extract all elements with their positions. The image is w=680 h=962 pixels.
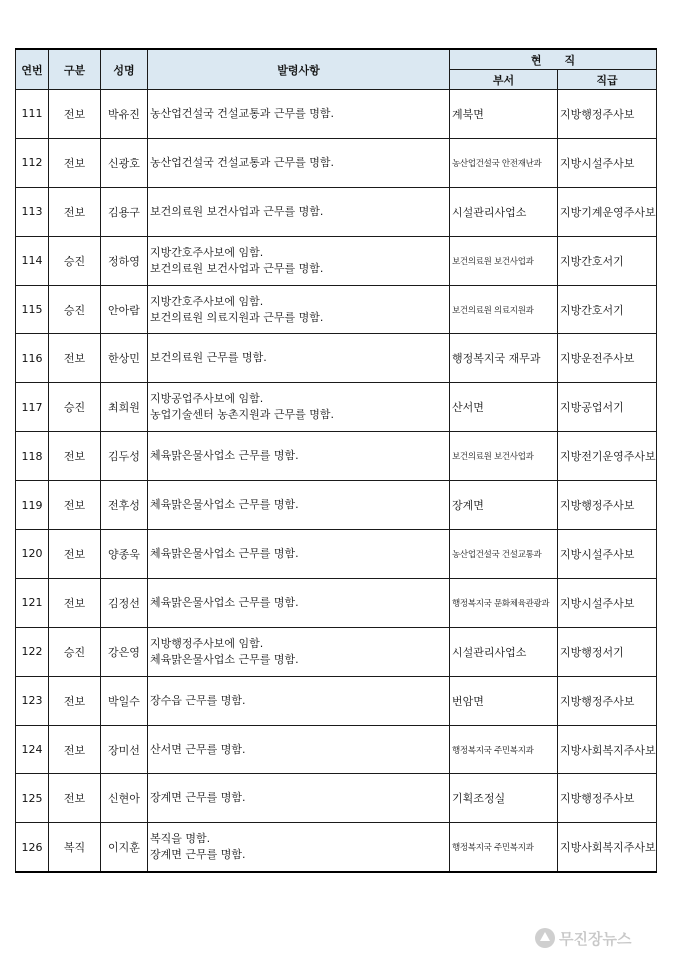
cell-dept: 장계면 bbox=[450, 481, 558, 530]
table-row bbox=[16, 530, 657, 579]
cell-name: 강은영 bbox=[101, 627, 148, 676]
cell-type: 전보 bbox=[49, 187, 101, 236]
watermark bbox=[535, 924, 670, 952]
cell-name: 김두성 bbox=[101, 432, 148, 481]
cell-no: 112 bbox=[16, 138, 49, 187]
cell-order bbox=[148, 334, 450, 383]
table-row bbox=[16, 285, 657, 334]
cell-no: 126 bbox=[16, 823, 49, 872]
cell-dept: 농산업건설국 안전재난과 bbox=[450, 138, 558, 187]
order-line: 농업기술센터 농촌지원과 근무를 명함. bbox=[150, 408, 335, 422]
cell-type: 전보 bbox=[49, 725, 101, 774]
cell-name: 한상민 bbox=[101, 334, 148, 383]
cell-dept: 보건의료원 보건사업과 bbox=[450, 236, 558, 285]
header-dept: 부서 bbox=[450, 70, 558, 90]
cell-no: 111 bbox=[16, 90, 49, 139]
table-row bbox=[16, 676, 657, 725]
cell-dept: 농산업건설국 건설교통과 bbox=[450, 530, 558, 579]
cell-type: 전보 bbox=[49, 530, 101, 579]
cell-grade: 지방사회복지주사보 bbox=[558, 725, 657, 774]
table-row bbox=[16, 236, 657, 285]
mountain-logo-icon bbox=[535, 928, 555, 948]
order-line: 장계면 근무를 명함. bbox=[150, 791, 246, 805]
header-name: 성명 bbox=[101, 49, 148, 90]
cell-no: 117 bbox=[16, 383, 49, 432]
cell-dept: 시설관리사업소 bbox=[450, 627, 558, 676]
cell-no: 122 bbox=[16, 627, 49, 676]
cell-name: 박유진 bbox=[101, 90, 148, 139]
cell-order bbox=[148, 285, 450, 334]
cell-name: 최희원 bbox=[101, 383, 148, 432]
cell-dept: 보건의료원 의료지원과 bbox=[450, 285, 558, 334]
cell-dept: 번암면 bbox=[450, 676, 558, 725]
cell-no: 113 bbox=[16, 187, 49, 236]
cell-dept: 행정복지국 재무과 bbox=[450, 334, 558, 383]
table-row bbox=[16, 481, 657, 530]
cell-dept: 시설관리사업소 bbox=[450, 187, 558, 236]
cell-grade: 지방행정주사보 bbox=[558, 676, 657, 725]
table-row bbox=[16, 334, 657, 383]
table-body bbox=[16, 90, 657, 872]
header-current-position: 현 직 bbox=[450, 49, 657, 70]
cell-grade: 지방간호서기 bbox=[558, 236, 657, 285]
cell-name: 김용구 bbox=[101, 187, 148, 236]
table-row bbox=[16, 774, 657, 823]
table-row bbox=[16, 432, 657, 481]
table-row bbox=[16, 823, 657, 872]
cell-type: 승진 bbox=[49, 236, 101, 285]
cell-order bbox=[148, 236, 450, 285]
cell-name: 정하영 bbox=[101, 236, 148, 285]
order-line: 보건의료원 의료지원과 근무를 명함. bbox=[150, 310, 324, 324]
table-row bbox=[16, 725, 657, 774]
cell-type: 전보 bbox=[49, 676, 101, 725]
order-line: 체육맑은물사업소 근무를 명함. bbox=[150, 546, 299, 560]
cell-name: 장미선 bbox=[101, 725, 148, 774]
cell-dept: 계북면 bbox=[450, 90, 558, 139]
cell-type: 전보 bbox=[49, 774, 101, 823]
cell-name: 양종욱 bbox=[101, 530, 148, 579]
cell-type: 승진 bbox=[49, 627, 101, 676]
order-line: 보건의료원 근무를 명함. bbox=[150, 351, 267, 365]
cell-type: 전보 bbox=[49, 481, 101, 530]
cell-type: 전보 bbox=[49, 90, 101, 139]
header-type: 구분 bbox=[49, 49, 101, 90]
order-line: 농산업건설국 건설교통과 근무를 명함. bbox=[150, 155, 335, 169]
order-line: 보건의료원 보건사업과 근무를 명함. bbox=[150, 204, 324, 218]
cell-no: 121 bbox=[16, 578, 49, 627]
cell-name: 신현아 bbox=[101, 774, 148, 823]
cell-grade: 지방공업서기 bbox=[558, 383, 657, 432]
order-line: 지방행정주사보에 임함. bbox=[150, 636, 264, 650]
table-row bbox=[16, 383, 657, 432]
watermark-text: 무진장뉴스 bbox=[559, 929, 632, 948]
cell-type: 전보 bbox=[49, 334, 101, 383]
cell-dept: 행정복지국 주민복지과 bbox=[450, 725, 558, 774]
cell-grade: 지방시설주사보 bbox=[558, 138, 657, 187]
cell-no: 115 bbox=[16, 285, 49, 334]
cell-dept: 행정복지국 주민복지과 bbox=[450, 823, 558, 872]
cell-type: 승진 bbox=[49, 285, 101, 334]
order-line: 장계면 근무를 명함. bbox=[150, 848, 246, 862]
order-line: 장수읍 근무를 명함. bbox=[150, 693, 246, 707]
cell-order bbox=[148, 774, 450, 823]
table-header bbox=[16, 49, 657, 90]
cell-order bbox=[148, 823, 450, 872]
cell-name: 신광호 bbox=[101, 138, 148, 187]
cell-type: 승진 bbox=[49, 383, 101, 432]
cell-dept: 보건의료원 보건사업과 bbox=[450, 432, 558, 481]
table-row bbox=[16, 138, 657, 187]
cell-grade: 지방간호서기 bbox=[558, 285, 657, 334]
cell-grade: 지방시설주사보 bbox=[558, 530, 657, 579]
cell-name: 이지훈 bbox=[101, 823, 148, 872]
order-line: 체육맑은물사업소 근무를 명함. bbox=[150, 449, 299, 463]
header-order: 발령사항 bbox=[148, 49, 450, 90]
cell-name: 김정선 bbox=[101, 578, 148, 627]
table-row bbox=[16, 627, 657, 676]
cell-order bbox=[148, 187, 450, 236]
order-line: 체육맑은물사업소 근무를 명함. bbox=[150, 652, 299, 666]
cell-order bbox=[148, 383, 450, 432]
order-line: 지방공업주사보에 임함. bbox=[150, 392, 264, 406]
cell-grade: 지방행정주사보 bbox=[558, 774, 657, 823]
cell-grade: 지방전기운영주사보 bbox=[558, 432, 657, 481]
cell-grade: 지방시설주사보 bbox=[558, 578, 657, 627]
cell-dept: 기획조정실 bbox=[450, 774, 558, 823]
cell-order bbox=[148, 138, 450, 187]
cell-no: 119 bbox=[16, 481, 49, 530]
header-grade: 직급 bbox=[558, 70, 657, 90]
table-row bbox=[16, 187, 657, 236]
cell-grade: 지방운전주사보 bbox=[558, 334, 657, 383]
cell-type: 전보 bbox=[49, 432, 101, 481]
cell-dept: 산서면 bbox=[450, 383, 558, 432]
cell-dept: 행정복지국 문화체육관광과 bbox=[450, 578, 558, 627]
cell-type: 전보 bbox=[49, 138, 101, 187]
cell-grade: 지방사회복지주사보 bbox=[558, 823, 657, 872]
cell-order bbox=[148, 676, 450, 725]
cell-no: 116 bbox=[16, 334, 49, 383]
cell-no: 120 bbox=[16, 530, 49, 579]
personnel-table bbox=[15, 48, 657, 873]
header-no: 연번 bbox=[16, 49, 49, 90]
cell-grade: 지방행정주사보 bbox=[558, 481, 657, 530]
order-line: 체육맑은물사업소 근무를 명함. bbox=[150, 595, 299, 609]
cell-order bbox=[148, 530, 450, 579]
table-row bbox=[16, 90, 657, 139]
cell-no: 123 bbox=[16, 676, 49, 725]
order-line: 체육맑은물사업소 근무를 명함. bbox=[150, 498, 299, 512]
cell-order bbox=[148, 432, 450, 481]
cell-type: 전보 bbox=[49, 578, 101, 627]
order-line: 복직을 명함. bbox=[150, 832, 211, 846]
cell-name: 전후성 bbox=[101, 481, 148, 530]
table-row bbox=[16, 578, 657, 627]
order-line: 보건의료원 보건사업과 근무를 명함. bbox=[150, 261, 324, 275]
cell-grade: 지방행정주사보 bbox=[558, 90, 657, 139]
cell-order bbox=[148, 627, 450, 676]
cell-name: 박일수 bbox=[101, 676, 148, 725]
cell-type: 복직 bbox=[49, 823, 101, 872]
order-line: 농산업건설국 건설교통과 근무를 명함. bbox=[150, 106, 335, 120]
cell-order bbox=[148, 578, 450, 627]
order-line: 산서면 근무를 명함. bbox=[150, 742, 246, 756]
cell-order bbox=[148, 90, 450, 139]
cell-order bbox=[148, 725, 450, 774]
cell-order bbox=[148, 481, 450, 530]
cell-no: 114 bbox=[16, 236, 49, 285]
cell-grade: 지방기계운영주사보 bbox=[558, 187, 657, 236]
cell-no: 118 bbox=[16, 432, 49, 481]
cell-name: 안아람 bbox=[101, 285, 148, 334]
order-line: 지방간호주사보에 임함. bbox=[150, 245, 264, 259]
cell-no: 125 bbox=[16, 774, 49, 823]
order-line: 지방간호주사보에 임함. bbox=[150, 294, 264, 308]
cell-no: 124 bbox=[16, 725, 49, 774]
cell-grade: 지방행정서기 bbox=[558, 627, 657, 676]
